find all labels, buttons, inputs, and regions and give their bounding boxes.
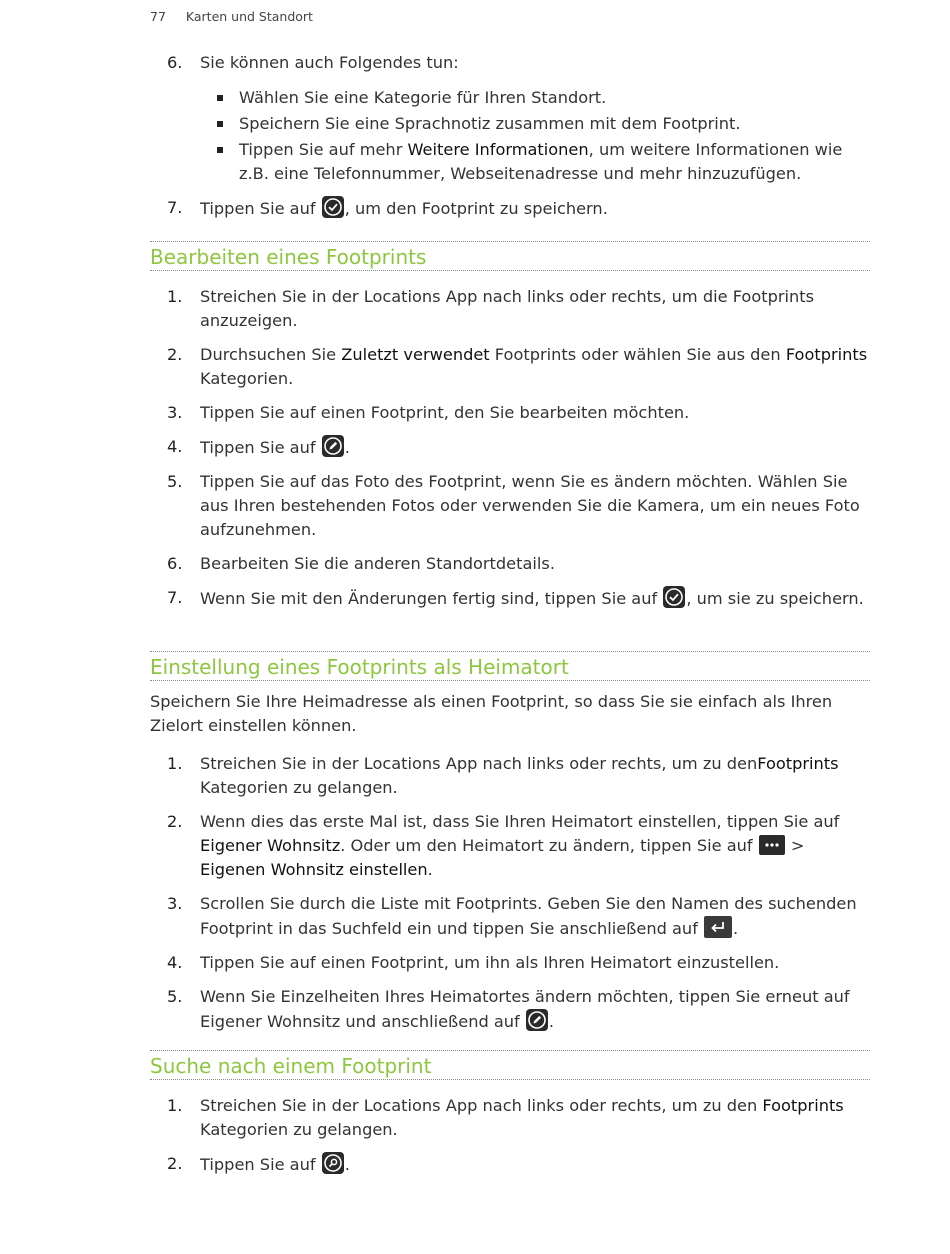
step-number: 2. [167, 812, 183, 831]
step-text: Streichen Sie in der Locations App nach links oder rechts, um zu den [200, 1096, 763, 1115]
step-text: . [344, 438, 350, 457]
step-item [150, 951, 870, 975]
step-text: . [548, 1012, 555, 1031]
step-text: Wenn Sie mit den Änderungen fertig sind, tippen Sie auf [200, 589, 663, 608]
step-item [150, 1094, 870, 1142]
step-text: Tippen Sie auf [200, 438, 321, 457]
step-text: Bearbeiten Sie die anderen Standortdetails. [200, 554, 555, 573]
step-text: Tippen Sie auf [200, 199, 321, 218]
step-text: , um sie zu speichern. [686, 589, 864, 608]
step-text: Kategorien zu gelangen. [200, 778, 398, 797]
step-text: Durchsuchen Sie [200, 345, 342, 364]
section-title: Einstellung eines Footprints als Heimatort [150, 655, 569, 679]
bullet-text: Speichern Sie eine Sprachnotiz zusammen mit dem Footprint. [239, 114, 741, 133]
step-item [150, 343, 870, 391]
step-number: 7. [167, 588, 183, 607]
step-text: Kategorien. [200, 369, 294, 388]
step-item [150, 51, 870, 75]
step-number: 7. [167, 198, 183, 217]
section-heading-home [150, 651, 870, 681]
section-heading-search [150, 1050, 870, 1080]
list-item [150, 112, 870, 136]
step-text: Sie können auch Folgendes tun: [200, 53, 459, 72]
step-text: Streichen Sie in der Locations App nach links oder rechts, um zu den [200, 754, 758, 773]
step-number: 1. [167, 1096, 183, 1115]
step-item [150, 552, 870, 576]
running-header [150, 8, 313, 26]
bold-text: Footprints [785, 345, 868, 364]
pencil-icon [526, 1009, 548, 1031]
list-item [150, 138, 870, 186]
step-text: Wenn dies das erste Mal ist, dass Sie Ihren Heimatort einstellen, tippen Sie auf [200, 812, 840, 831]
bold-text: Zuletzt verwendet [341, 345, 490, 364]
step-text: > [785, 836, 805, 855]
step-number: 6. [167, 53, 183, 72]
step-number: 3. [167, 894, 183, 913]
bullet-bold: Weitere Informationen [407, 140, 589, 159]
search-icon [322, 1152, 344, 1174]
options-list [150, 86, 870, 186]
step-item [150, 196, 870, 221]
step-item [150, 985, 870, 1034]
step-item [150, 470, 870, 542]
list-item [150, 86, 870, 110]
step-number: 5. [167, 472, 183, 491]
step-item [150, 1152, 870, 1177]
step-text: Tippen Sie auf einen Footprint, um ihn als Ihren Heimatort einzustellen. [200, 953, 780, 972]
bullet-text: Wählen Sie eine Kategorie für Ihren Standort. [239, 88, 607, 107]
enter-icon [704, 916, 732, 938]
step-number: 3. [167, 403, 183, 422]
step-item [150, 810, 870, 882]
bullet-text: , um weitere Informationen wie z.B. eine Telefonnummer, Webseitenadresse und mehr hinzuzufügen. [239, 140, 843, 183]
step-text: . [427, 860, 433, 879]
section-heading-edit [150, 241, 870, 271]
pencil-icon [322, 435, 344, 457]
chapter-title: Karten und Standort [185, 9, 313, 24]
bullet-text: Tippen Sie auf mehr [239, 140, 408, 159]
step-item [150, 285, 870, 333]
page-number: 77 [150, 9, 166, 24]
step-text: Wenn Sie Einzelheiten Ihres Heimatortes ändern möchten, tippen Sie erneut auf Eigener Wohnsitz und anschließend auf [200, 987, 850, 1031]
bold-text: Eigenen Wohnsitz einstellen [200, 860, 428, 879]
bold-text: Footprints [762, 1096, 844, 1115]
step-item [150, 752, 870, 800]
step-number: 2. [167, 345, 183, 364]
check-icon [322, 196, 344, 218]
bold-text: Footprints [757, 754, 839, 773]
step-number: 5. [167, 987, 183, 1006]
step-text: Kategorien zu gelangen. [200, 1120, 398, 1139]
check-icon [663, 586, 685, 608]
step-text: Footprints oder wählen Sie aus den [489, 345, 786, 364]
step-text: , um den Footprint zu speichern. [344, 199, 608, 218]
section-title: Bearbeiten eines Footprints [150, 245, 427, 269]
step-text: Scrollen Sie durch die Liste mit Footprints. Geben Sie den Namen des suchenden Footprint in das Suchfeld ein und tippen Sie anschließend auf [200, 894, 857, 938]
section-title: Suche nach einem Footprint [150, 1054, 432, 1078]
step-text: . [344, 1155, 350, 1174]
step-number: 4. [167, 953, 183, 972]
step-text: Tippen Sie auf einen Footprint, den Sie bearbeiten möchten. [200, 403, 690, 422]
step-number: 6. [167, 554, 183, 573]
more-icon [759, 835, 785, 855]
step-text: Tippen Sie auf [200, 1155, 321, 1174]
step-item [150, 401, 870, 425]
step-number: 4. [167, 437, 183, 456]
home-intro: Speichern Sie Ihre Heimadresse als einen Footprint, so dass Sie sie einfach als Ihren Zielort einstellen können. [150, 692, 833, 735]
step-number: 2. [167, 1154, 183, 1173]
step-text: Tippen Sie auf das Foto des Footprint, wenn Sie es ändern möchten. Wählen Sie aus Ihren bestehenden Fotos oder verwenden Sie die Kamera, um ein neues Foto aufzunehmen. [200, 472, 860, 539]
edit-steps [150, 285, 870, 611]
continued-steps [150, 51, 870, 221]
step-text: . Oder um den Heimatort zu ändern, tippen Sie auf [340, 836, 758, 855]
step-text: Streichen Sie in der Locations App nach links oder rechts, um die Footprints anzuzeigen. [200, 287, 815, 330]
step-number: 1. [167, 287, 183, 306]
home-steps [150, 752, 870, 1034]
step-item [150, 892, 870, 941]
step-item [150, 435, 870, 460]
step-number: 1. [167, 754, 183, 773]
step-item [150, 586, 870, 611]
step-text: . [733, 919, 739, 938]
search-steps [150, 1094, 870, 1177]
bold-text: Eigener Wohnsitz [200, 836, 341, 855]
